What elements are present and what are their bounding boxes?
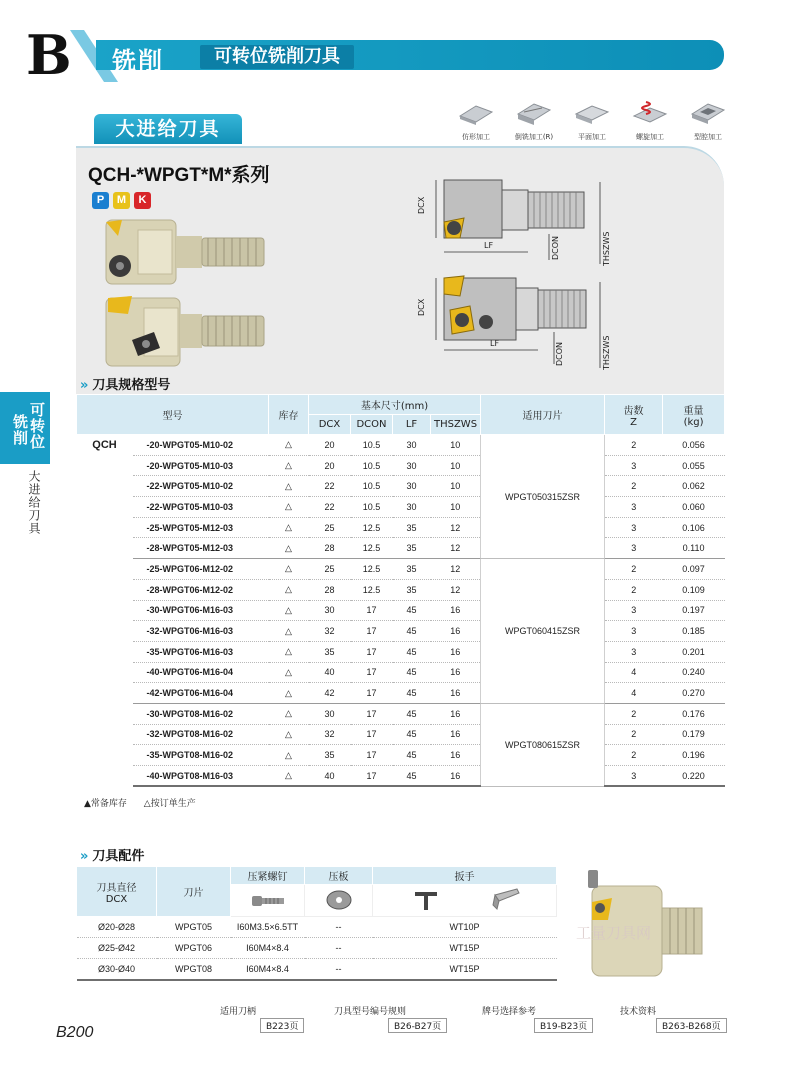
table-row [77,435,725,456]
model-cell: -28-WPGT06-M12-02 [133,579,269,600]
teeth-cell: 2 [605,559,663,580]
accessory-screw-cell: I60M3.5×6.5TT [231,917,305,938]
face-milling-icon [572,100,612,126]
double-arrow-icon: » [80,378,89,393]
dcx-cell: 32 [309,724,351,745]
dcx-cell: 22 [309,497,351,518]
accessory-wrench-cell: WT10P [373,917,557,938]
side-subchapter-label: 大进给刀具 [27,470,41,535]
teeth-cell: 3 [605,600,663,621]
model-prefix: QCH [92,439,117,451]
thszws-cell: 10 [431,435,481,456]
header-dcx: DCX [309,415,351,435]
lf-cell: 45 [393,641,431,662]
accessory-row [77,938,557,959]
thszws-cell: 16 [431,600,481,621]
dcx-cell: 40 [309,662,351,683]
accessory-clamp-cell: -- [305,938,373,959]
stock-cell: △ [269,538,309,559]
stock-footnote: ▲常备库存 △按订单生产 [84,799,196,809]
operation-face-milling: 平面加工 [568,100,616,142]
dcx-label-2: DCX [417,298,426,316]
accessory-screw-cell: I60M4×8.4 [231,938,305,959]
dcon-cell: 17 [351,641,393,662]
header-insert: 适用刀片 [481,395,605,435]
teeth-cell: 3 [605,641,663,662]
teeth-cell: 4 [605,683,663,704]
table-row [77,621,725,642]
dcx-cell: 22 [309,476,351,497]
stock-cell: △ [269,662,309,683]
side-tab-line-1: 可转位 [28,402,46,450]
dcx-cell: 25 [309,517,351,538]
accessory-clamp-cell: -- [305,959,373,980]
weight-cell: 0.110 [663,538,725,559]
category-tab: 大进给刀具 [94,114,242,144]
helical-icon [630,100,670,126]
table-row [77,683,725,704]
thszws-cell: 12 [431,517,481,538]
acc-header-clamp: 压板 [305,867,373,885]
weight-cell: 0.109 [663,579,725,600]
teeth-cell: 2 [605,724,663,745]
model-cell: -30-WPGT08-M16-02 [133,703,269,724]
lf-label-2: LF [490,339,500,348]
table-row [77,745,725,766]
side-tab-line-2: 铣削 [11,414,29,446]
lf-cell: 30 [393,497,431,518]
technical-drawing-top [404,168,614,268]
teeth-cell: 3 [605,455,663,476]
model-cell: -42-WPGT06-M16-04 [133,683,269,704]
header-basic-dims: 基本尺寸(mm) [309,395,481,415]
profiling-icon [456,100,496,126]
acc-header-screw: 压紧螺钉 [231,867,305,885]
accessory-screw-cell: I60M4×8.4 [231,959,305,980]
accessories-table [76,866,557,981]
weight-cell: 0.240 [663,662,725,683]
dcx-label: DCX [417,196,426,214]
dcx-cell: 28 [309,538,351,559]
stock-cell: △ [269,497,309,518]
thszws-cell: 16 [431,662,481,683]
dcon-cell: 17 [351,766,393,787]
link-grade-selection[interactable]: 牌号选择参考 B19-B23页 [482,1004,536,1017]
dcon-label: DCON [551,235,560,260]
table-row [77,766,725,787]
weight-cell: 0.055 [663,455,725,476]
header-model: 型号 [77,395,269,435]
clamp-picture [305,885,373,917]
model-cell: -22-WPGT05-M10-02 [133,476,269,497]
tool-image-1 [106,220,264,284]
material-m-badge: M [113,192,130,209]
dcon-cell: 12.5 [351,538,393,559]
accessory-wrench-cell: WT15P [373,959,557,980]
model-cell: -25-WPGT05-M12-03 [133,517,269,538]
link-technical-data[interactable]: 技术资料 B263-B268页 [620,1004,656,1017]
accessories-title: » 刀具配件 [80,849,145,864]
lf-cell: 45 [393,683,431,704]
stock-cell: △ [269,559,309,580]
weight-cell: 0.197 [663,600,725,621]
ramping-icon [514,100,554,126]
stock-cell: △ [269,621,309,642]
model-cell: -25-WPGT06-M12-02 [133,559,269,580]
operation-ramping: 倒铣加工(R) [510,100,558,142]
header-stock: 库存 [269,395,309,435]
clamp-icon [319,887,359,913]
table-row [77,724,725,745]
model-cell: -35-WPGT08-M16-02 [133,745,269,766]
thszws-cell: 10 [431,476,481,497]
technical-drawing-bottom [404,268,614,372]
teeth-cell: 4 [605,662,663,683]
dcon-cell: 17 [351,745,393,766]
weight-cell: 0.106 [663,517,725,538]
pocketing-icon [688,100,728,126]
lf-cell: 45 [393,766,431,787]
material-k-badge: K [134,192,151,209]
spec-section-title: » 刀具规格型号 [80,378,171,393]
stock-cell: △ [269,455,309,476]
teeth-cell: 2 [605,435,663,456]
header-dcon: DCON [351,415,393,435]
stock-cell: △ [269,435,309,456]
side-chapter-tab [0,392,50,464]
table-row [77,455,725,476]
stock-cell: △ [269,517,309,538]
accessory-row [77,917,557,938]
model-cell: -28-WPGT05-M12-03 [133,538,269,559]
dcon-cell: 10.5 [351,455,393,476]
teeth-cell: 2 [605,579,663,600]
lf-cell: 45 [393,703,431,724]
thszws-cell: 16 [431,724,481,745]
material-badges [92,192,151,209]
model-cell: -32-WPGT08-M16-02 [133,724,269,745]
model-cell: -40-WPGT08-M16-03 [133,766,269,787]
thszws-cell: 16 [431,641,481,662]
thszws-cell: 16 [431,703,481,724]
screw-picture [231,885,305,917]
dcon-label-2: DCON [555,341,564,366]
weight-cell: 0.062 [663,476,725,497]
stock-cell: △ [269,476,309,497]
dcon-cell: 17 [351,600,393,621]
table-row [77,497,725,518]
spec-table [76,394,725,787]
teeth-cell: 2 [605,703,663,724]
stock-cell: △ [269,641,309,662]
accessory-dia-cell: Ø30-Ø40 [77,959,157,980]
model-cell: -20-WPGT05-M10-03 [133,455,269,476]
table-row [77,641,725,662]
stock-cell: △ [269,683,309,704]
link-tool-holder[interactable]: 适用刀柄 B223页 [220,1004,256,1017]
dcon-cell: 17 [351,621,393,642]
thszws-label-2: THSZWS [602,335,611,370]
accessory-clamp-cell: -- [305,917,373,938]
link-model-rules[interactable]: 刀具型号编号规则 B26-B27页 [334,1004,406,1017]
model-cell: -35-WPGT06-M16-03 [133,641,269,662]
thszws-cell: 16 [431,621,481,642]
tool-product-image [98,214,278,374]
table-row [77,517,725,538]
model-cell: -32-WPGT06-M16-03 [133,621,269,642]
teeth-cell: 3 [605,621,663,642]
weight-cell: 0.097 [663,559,725,580]
teeth-cell: 3 [605,497,663,518]
model-cell: -20-WPGT05-M10-02 [133,435,269,456]
dcon-cell: 12.5 [351,517,393,538]
table-row [77,600,725,621]
table-row [77,538,725,559]
header-teeth: 齿数 Z [605,395,663,435]
double-arrow-icon: » [80,849,89,864]
thszws-label: THSZWS [602,231,611,266]
weight-cell: 0.056 [663,435,725,456]
wrench-picture [373,885,557,917]
lf-cell: 45 [393,745,431,766]
header-thszws: THSZWS [431,415,481,435]
operation-pocketing: 型腔加工 [684,100,732,142]
accessory-dia-cell: Ø25-Ø42 [77,938,157,959]
lf-cell: 30 [393,435,431,456]
insert-cell: WPGT080615ZSR [481,703,605,786]
lf-cell: 35 [393,559,431,580]
accessory-insert-cell: WPGT06 [157,938,231,959]
thszws-cell: 10 [431,497,481,518]
model-cell: -22-WPGT05-M10-03 [133,497,269,518]
lf-cell: 45 [393,600,431,621]
table-row [77,579,725,600]
dcx-cell: 30 [309,600,351,621]
dcx-cell: 28 [309,579,351,600]
accessory-insert-cell: WPGT05 [157,917,231,938]
acc-header-insert: 刀片 [157,867,231,917]
accessory-dia-cell: Ø20-Ø28 [77,917,157,938]
model-cell: -30-WPGT06-M16-03 [133,600,269,621]
dcx-cell: 30 [309,703,351,724]
thszws-cell: 16 [431,766,481,787]
dcx-cell: 20 [309,435,351,456]
wrench-icon [405,887,525,913]
header-bar [96,40,724,70]
accessory-insert-cell: WPGT08 [157,959,231,980]
weight-cell: 0.201 [663,641,725,662]
stock-cell: △ [269,703,309,724]
operation-profiling: 仿形加工 [452,100,500,142]
lf-cell: 35 [393,538,431,559]
insert-cell: WPGT050315ZSR [481,435,605,559]
screw-icon [248,887,288,913]
accessory-product-image [572,868,724,984]
stock-cell: △ [269,579,309,600]
weight-cell: 0.060 [663,497,725,518]
thszws-cell: 16 [431,683,481,704]
table-row [77,559,725,580]
dcx-cell: 40 [309,766,351,787]
weight-cell: 0.176 [663,703,725,724]
dcx-cell: 35 [309,745,351,766]
stock-cell: △ [269,745,309,766]
dcon-cell: 10.5 [351,497,393,518]
weight-cell: 0.196 [663,745,725,766]
teeth-cell: 3 [605,538,663,559]
weight-cell: 0.220 [663,766,725,787]
lf-label: LF [484,241,494,250]
thszws-cell: 16 [431,745,481,766]
model-cell: -40-WPGT06-M16-04 [133,662,269,683]
section-title: 铣削 [112,47,164,75]
section-letter: B [26,23,72,87]
thszws-cell: 12 [431,559,481,580]
weight-cell: 0.179 [663,724,725,745]
reference-links [220,1004,730,1034]
teeth-cell: 2 [605,476,663,497]
dcon-cell: 17 [351,703,393,724]
stock-cell: △ [269,766,309,787]
accessory-wrench-cell: WT15P [373,938,557,959]
thszws-cell: 12 [431,538,481,559]
stock-cell: △ [269,724,309,745]
dcx-cell: 32 [309,621,351,642]
teeth-cell: 3 [605,766,663,787]
material-p-badge: P [92,192,109,209]
operation-helical: 螺旋加工 [626,100,674,142]
thszws-cell: 12 [431,579,481,600]
teeth-cell: 3 [605,517,663,538]
stock-cell: △ [269,600,309,621]
teeth-cell: 2 [605,745,663,766]
dcon-cell: 17 [351,724,393,745]
insert-cell: WPGT060415ZSR [481,559,605,704]
lf-cell: 30 [393,455,431,476]
dcx-cell: 42 [309,683,351,704]
acc-header-dia: 刀具直径 DCX [77,867,157,917]
section-subtitle: 可转位铣削刀具 [200,45,354,69]
thszws-cell: 10 [431,455,481,476]
page-number: B200 [56,1024,94,1041]
table-row [77,476,725,497]
lf-cell: 45 [393,662,431,683]
dcx-cell: 20 [309,455,351,476]
acc-header-wrench: 扳手 [373,867,557,885]
table-row [77,662,725,683]
lf-cell: 30 [393,476,431,497]
lf-cell: 35 [393,579,431,600]
dcon-cell: 12.5 [351,559,393,580]
lf-cell: 45 [393,724,431,745]
dcon-cell: 12.5 [351,579,393,600]
header-lf: LF [393,415,431,435]
weight-cell: 0.270 [663,683,725,704]
dcx-cell: 25 [309,559,351,580]
series-title: QCH-*WPGT*M*系列 [88,165,270,186]
dcon-cell: 10.5 [351,476,393,497]
table-row [77,703,725,724]
accessory-row [77,959,557,980]
watermark-text: 工量刀具网 [576,924,652,942]
operation-icons [452,100,732,142]
dcx-cell: 35 [309,641,351,662]
weight-cell: 0.185 [663,621,725,642]
dcon-cell: 10.5 [351,435,393,456]
tool-image-2 [106,296,264,366]
header-weight: 重量 (kg) [663,395,725,435]
dcon-cell: 17 [351,662,393,683]
lf-cell: 35 [393,517,431,538]
dcon-cell: 17 [351,683,393,704]
lf-cell: 45 [393,621,431,642]
